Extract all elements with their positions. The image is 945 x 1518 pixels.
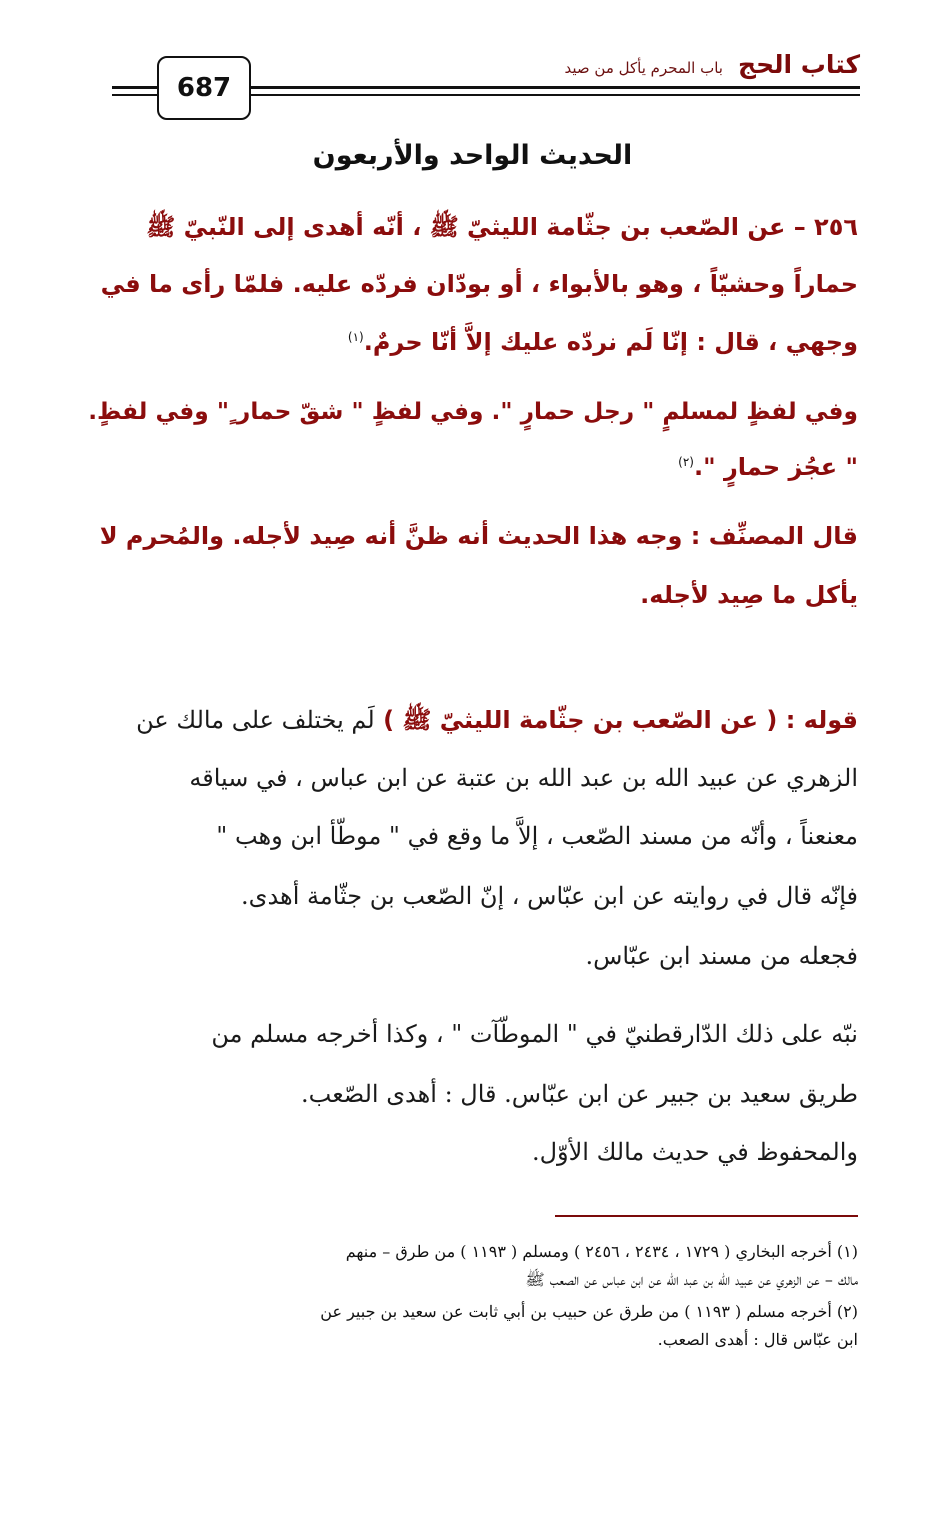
footnote-separator [555, 1215, 858, 1217]
footnote-ref: (٢) [678, 455, 694, 469]
hadith-line: وجهي ، قال : إنّا لَم نردّه عليك إلاَّ أنّا حرمٌ.$^{(١)}$ [347, 328, 858, 356]
commentary-line: فجعله من مسند ابن عبّاس. [585, 942, 858, 970]
hadith-line: ٢٥٦ – عن الصّعب بن جثّامة الليثيّ ﷺ ، أنّه أهدى إلى النّبيّ ﷺ [146, 213, 858, 241]
chapter-title: باب المحرم يأكل من صيد [564, 59, 723, 77]
footnote-line: (٢) أخرجه مسلم ( ١١٩٣ ) من طرق عن حبيب بن أبي ثابت عن سعيد بن جبير عن [320, 1302, 858, 1321]
footnote-line: مالك – عن الزهري عن عبيد الله بن عبد الله عن ابن عباس عن الصعب ﷺ [525, 1270, 858, 1289]
commentary-line: الزهري عن عبيد الله بن عبد الله بن عتبة عن ابن عباس ، في سياقه [189, 764, 858, 792]
page-number: 687 [157, 56, 251, 120]
hadith-line: يأكل ما صِيد لأجله. [640, 581, 858, 609]
footnote-line: (١) أخرجه البخاري ( ١٧٢٩ ، ٢٤٣٤ ، ٢٤٥٦ ) ومسلم ( ١١٩٣ ) من طرق – منهم [345, 1242, 858, 1261]
hadith-line: وفي لفظٍ لمسلمٍ " رجل حمارٍ ". وفي لفظٍ " شقّ حمار ٍ" وفي لفظٍ. [88, 398, 858, 425]
hadith-line: قال المصنِّف : وجه هذا الحديث أنه ظنَّ أنه صِيد لأجله. والمُحرم لا [99, 522, 858, 550]
running-header [565, 50, 860, 79]
footnote-line: ابن عبّاس قال : أهدى الصعب. [657, 1330, 858, 1349]
hadith-line: حماراً وحشيّاً ، وهو بالأبواء ، أو بودّان فردّه عليه. فلمّا رأى ما في [100, 270, 858, 298]
commentary-line: طريق سعيد بن جبير عن ابن عبّاس. قال : أهدى الصّعب. [301, 1080, 858, 1108]
hadith-line: " عجُز حمارٍ ".$^{(٢)}$ [678, 453, 858, 481]
commentary-line: معنعناً ، وأنّه من مسند الصّعب ، إلاَّ ما وقع في " موطّأ ابن وهب " [216, 822, 858, 850]
commentary-line: والمحفوظ في حديث مالك الأوّل. [531, 1138, 858, 1166]
footnote-ref: (١) [347, 330, 364, 344]
book-title: كتاب الحج [738, 50, 860, 79]
commentary-line: نبّه على ذلك الدّارقطنيّ في " الموطّآت " ، وكذا أخرجه مسلم من [211, 1020, 858, 1048]
section-heading: الحديث الواحد والأربعون [312, 140, 633, 171]
commentary-line: فإنّه قال في روايته عن ابن عبّاس ، إنّ الصّعب بن جثّامة أهدى. [241, 882, 858, 910]
commentary-line: قوله : ( عن الصّعب بن جثّامة الليثيّ ﷺ ) لَم يختلف على مالك عن [136, 706, 858, 734]
